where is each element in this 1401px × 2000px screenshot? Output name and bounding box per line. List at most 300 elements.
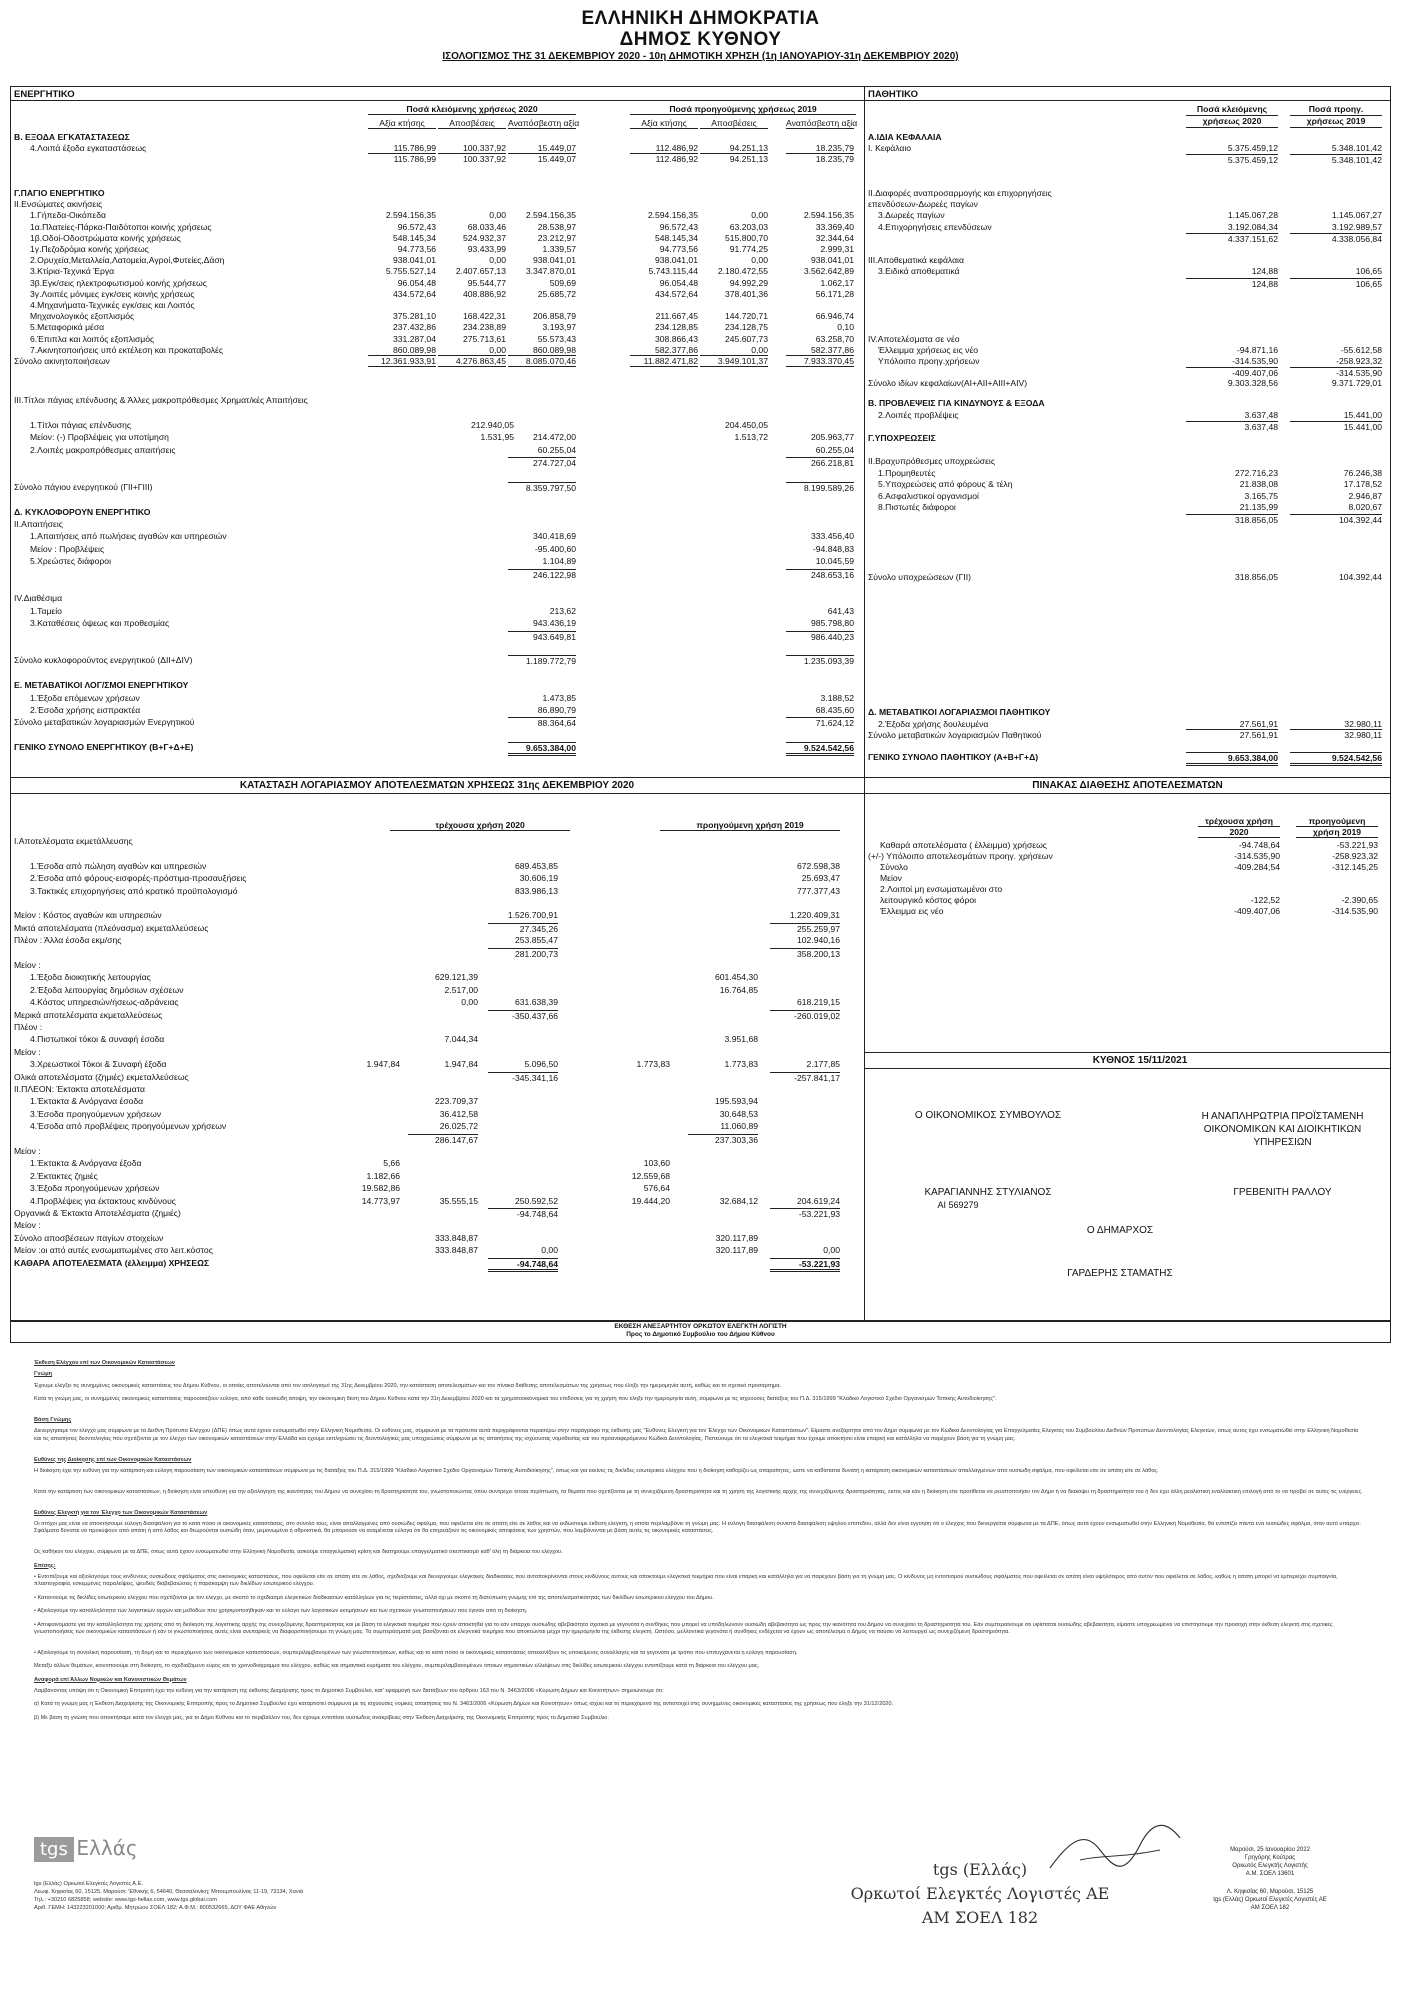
liab-row-label: 3.Ειδικά αποθεματικά [878, 266, 960, 277]
firm-details [34, 1880, 554, 1912]
assets-fin-value: 213,62 [549, 605, 576, 616]
assets-row-value: 3.562.642,89 [803, 266, 854, 277]
liab-grand-label: ΓΕΝΙΚΟ ΣΥΝΟΛΟ ΠΑΘΗΤΙΚΟΥ (Α+Β+Γ+Δ) [868, 752, 1039, 762]
income-row-label: 1.Έσοδα από πώληση αγαθών και υπηρεσιών [30, 860, 207, 871]
liab-row-a: 4.337.151,62 [1186, 233, 1278, 244]
liab-trans-total-a: 27.561,91 [1239, 730, 1278, 740]
assets-row-label: 1α.Πλατείες-Πάρκα-Παιδότοποι κοινής χρήσεως [30, 221, 212, 232]
assets-fin-value: 205.963,77 [810, 432, 854, 443]
liab-row2-label: Β. ΠΡΟΒΛΕΨΕΙΣ ΓΙΑ ΚΙΝΔΥΝΟΥΣ & ΕΞΟΔΑ [868, 398, 1045, 408]
assets-row-value: 8.085.070,46 [508, 356, 576, 367]
income-row-value: 1.182,66 [366, 1170, 400, 1181]
assets-row-value: 115.786,99 [368, 143, 436, 154]
role-financial-advisor: Ο ΟΙΚΟΝΟΜΙΚΟΣ ΣΥΜΒΟΥΛΟΣ [914, 1110, 1062, 1121]
assets-row-value: 860.089,98 [508, 345, 576, 356]
income-row-label: 4.Προβλέψεις για έκτακτους κινδύνους [30, 1195, 176, 1206]
assets-row-value: 112.486,92 [655, 154, 698, 165]
income-row-value: 281.200,73 [488, 948, 558, 959]
assets-row-value: 68.033,46 [467, 221, 506, 232]
liab-col2-head [1290, 104, 1382, 128]
income-row-value: -257.841,17 [770, 1072, 840, 1083]
assets-fin-value: 60.255,04 [537, 444, 576, 455]
income-row-value: 2.517,00 [444, 984, 478, 995]
assets-fin-value: 88.364,64 [508, 717, 576, 728]
income-row-value: -94.748,64 [488, 1208, 558, 1219]
assets-fin-value: 1.513,72 [734, 432, 768, 443]
tgs-logo-text: Ελλάς [76, 1836, 138, 1860]
assets-fin-value: 246.122,98 [508, 569, 576, 580]
assets-row-value: 91.774,25 [729, 244, 768, 254]
assets-row-value: 434.572,64 [654, 288, 698, 299]
assets-row-value: 548.145,34 [392, 232, 436, 243]
liab-row-b: 5.348.101,42 [1331, 143, 1382, 154]
assets-fin-value: 266.218,81 [786, 457, 854, 468]
assets-row-value: 515.800,70 [724, 232, 768, 243]
audit-title-2: Προς το Δημοτικό Συμβούλιο του Δήμου Κύθνου [626, 1331, 775, 1338]
assets-row-value: 2.407.657,13 [455, 266, 506, 277]
assets-row-value: 66.946,74 [815, 311, 854, 322]
auditor-title: Ορκωτός Ελεγκτής Λογιστής [1232, 1863, 1308, 1869]
assets-row-value: 1.339,57 [542, 244, 576, 254]
income-row-value: 358.200,13 [770, 948, 840, 959]
income-row-label: 4.Έσοδα από προβλέψεις προηγούμενων χρήσεων [30, 1121, 227, 1132]
income-row-value: 195.593,94 [714, 1096, 758, 1107]
assets-row-label: ΙΙ.Ενσώματες ακινήσεις [14, 199, 103, 210]
liab-row-label: Α.ΙΔΙΑ ΚΕΦΑΛΑΙΑ [868, 132, 942, 142]
tgs-logo-mark: tgs [34, 1837, 74, 1862]
income-row-label: Σύνολο αποσβέσεων παγίων στοιχείων [14, 1232, 164, 1243]
liab-row-b: 1.145.067,27 [1331, 210, 1382, 221]
audit-paragraph: β) Με βάση τη γνώση που αποκτήσαμε κατά τον έλεγχό μας, για το Δήμο Κύθνου και το περιβάλλον του, δεν έχουμε εντοπίσει ουσιώδεις ανακρίβειες στην Έκθεση Διαχείρισης της Οικονομικής Επιτροπής προς το Δημοτικό Συμβούλιο. [34, 1714, 609, 1721]
income-row-value: 204.619,24 [796, 1195, 840, 1206]
income-row-label: Μείον :οι από αυτές ενσωματωμένες στο λειτ.κόστος [14, 1245, 213, 1256]
assets-fin-value: 1.189.772,79 [508, 655, 576, 666]
income-row-label: 3.Χρεωστικοί Τόκοι & Συναφή έξοδα [30, 1059, 167, 1070]
income-col-previous: προηγούμενη χρήση 2019 [660, 820, 840, 831]
liab-row-label: IV.Αποτελέσματα σε νέο [868, 333, 960, 344]
liab-row-a: -94.871,16 [1236, 344, 1278, 355]
dist-row-label: (+/-) Υπόλοιπο αποτελεσμάτων προηγ. χρήσεων [868, 851, 1053, 861]
assets-row-label: 1.Γήπεδα-Οικόπεδα [30, 210, 107, 221]
assets-row-value: 524.932,37 [462, 232, 506, 243]
assets-fin-value: 943.436,19 [532, 618, 576, 629]
municipality-title: ΔΗΜΟΣ ΚΥΘΝΟΥ [619, 29, 782, 50]
income-head-rule [10, 793, 1391, 794]
assets-fin-value: 10.045,59 [815, 556, 854, 567]
firm-address: Λεωφ. Κηφισίας 60, 15125, Μαρούσι; 'Εθνικής 6, 54640, Θεσσαλονίκη; Μπουμπουλίνας 11-19, 73134, Χανιά [34, 1889, 304, 1895]
liab-row-label: Σύνολο ιδίων κεφαλαίων(ΑΙ+ΑΙΙ+ΑΙΙΙ+ΑΙV) [868, 378, 1028, 389]
income-row-value: 1.773,83 [636, 1059, 670, 1070]
assets-row-value: 234.128,85 [654, 322, 698, 333]
dist-row-a: -314.535,90 [1234, 851, 1280, 861]
dist-row-b: -312.145,25 [1332, 862, 1378, 872]
liab-row2-label: 8.Πιστωτές διάφοροι [878, 502, 956, 513]
assets-row-value: 1.062,17 [820, 277, 854, 288]
assets-row-value: 211.667,45 [655, 311, 698, 322]
income-row-label: Μερικά αποτελέσματα εκμεταλλεύσεως [14, 1009, 163, 1020]
dist-row-b: -2.390,65 [1341, 895, 1378, 905]
assets-row-value: 18.235,79 [815, 154, 854, 165]
assets-row-value: 5.743.115,44 [648, 266, 698, 277]
liab-trans-row-b: 32.980,11 [1290, 719, 1382, 730]
assets-fin-label: 5.Χρεώστες διάφοροι [30, 556, 111, 567]
assets-col-head: Αποσβέσεις [438, 118, 506, 129]
assets-row-value: 434.572,64 [392, 288, 436, 299]
audit-paragraph: • Αποφαινόμαστε για την καταλληλότητα της χρήσης από τη διοίκηση της λογιστικής αρχής της συνεχιζόμενης δραστηριότητας και με βάση τα ελεγκτικά τεκμήρια που έχουν αποκτηθεί για το εάν υπάρχει ουσιώδης αβεβαιότητα σχετικά με γεγονότα ή συνθήκες που μπορεί να υποδηλώνουν ουσιώδη αβεβαιότητα ως προς την ικανότητα του Δήμου να συνεχίσει τη δραστηριότητά του. Εάν συμπεραίνουμε ότι υφίσταται ουσιώδης αβεβαιότητα, είμαστε υποχρεωμένοι να επιστήσουμε την προσοχή στην έκθεση ελεγκτή στις σχετικές γνωστοποιήσεις των οικονομικών καταστάσεων ή εάν οι γνωστοποιήσεις αυτές είναι ανεπαρκείς να διαφοροποιήσουμε τη γνώμη μας. Τα συμπεράσματά μας βασίζονται σε ελεγκτικά τεκμήρια που αποκτώνται μέχρι την ημερομηνία της έκθεσης ελεγκτή. Ωστόσο, μελλοντικά γεγονότα ή συνθήκες ενδέχεται να έχουν ως αποτέλεσμα ο Δήμος να παύσει να λειτουργεί ως συνεχιζόμενη δραστηριότητα. [34, 1621, 1333, 1635]
liab-row2-b: 8.020,67 [1348, 502, 1382, 513]
liab-row-a: 124,88 [1186, 278, 1278, 289]
liab-trans-total-b: 32.980,11 [1344, 730, 1382, 740]
audit-title-box [10, 1321, 1391, 1343]
liab-col2-line1: Ποσά προηγ. [1290, 104, 1382, 116]
assets-row-value: 582.377,86 [630, 345, 698, 356]
role-deputy-head-2: ΟΙΚΟΝΟΜΙΚΩΝ ΚΑΙ ΔΙΟΙΚΗΤΙΚΩΝ [1203, 1124, 1362, 1135]
liab-row-label: Ι. Κεφάλαιο [868, 143, 912, 154]
income-row-value: 237.303,36 [688, 1134, 758, 1145]
liab-col2-line2: χρήσεως 2019 [1290, 116, 1382, 128]
income-row-value: 7.044,34 [444, 1034, 478, 1045]
assets-row-value: 234.238,89 [462, 322, 506, 333]
auditor-details [1170, 1846, 1370, 1912]
sig-rule [864, 1052, 1391, 1053]
liab-row-b: 9.371.729,01 [1331, 378, 1382, 389]
sig-rule-2 [864, 1068, 1391, 1069]
audit-paragraph: Μεταξύ άλλων θεμάτων, κοινοποιούμε στη διοίκηση, το σχεδιαζόμενο εύρος και το χρονοδιάγραμμα του ελέγχου, καθώς και σημαντικά ευρήματα του ελέγχου, συμπεριλαμβανομένων όποιων σημαντικών ελλείψεων στις δικλίδες εσωτερικού ελέγχου εντοπίζουμε κατά τη διάρκεια του ελέγχου μας. [34, 1663, 760, 1670]
dist-col2-line1: προηγούμενη [1296, 816, 1378, 827]
liab-row2-a: 21.838,08 [1239, 479, 1278, 490]
dist-row-a: -409.407,06 [1234, 906, 1280, 916]
income-row-value: 576,64 [643, 1183, 670, 1194]
income-row-value: 27.345,26 [488, 923, 558, 934]
assets-fin-value: 60.255,04 [815, 444, 854, 455]
assets-row-value: 63.258,70 [815, 333, 854, 344]
assets-col-head: Αποσβέσεις [700, 118, 768, 129]
income-row-value: 5.096,50 [524, 1059, 558, 1070]
name-mayor: ΓΑΡΔΕΡΗΣ ΣΤΑΜΑΤΗΣ [1067, 1268, 1173, 1279]
income-row-label: Πλέον : Άλλα έσοδα εκμ/σης [14, 935, 122, 946]
income-row-label: 4.Κόστος υπηρεσιών/ήσεως-αδράνειας [30, 997, 179, 1008]
assets-row-value: 2.594.156,35 [385, 210, 436, 221]
income-row-value: -350.437,66 [488, 1010, 558, 1021]
assets-fin-value: 8.199.589,26 [786, 482, 854, 493]
assets-row-value: 100.337,92 [438, 143, 506, 154]
assets-row-value: 55.573,43 [537, 333, 576, 344]
assets-row-value: 23.212,97 [537, 232, 576, 243]
assets-row-value: 408.886,92 [462, 288, 506, 299]
assets-row-value: 237.432,86 [392, 322, 436, 333]
audit-paragraph: • Εντοπίζουμε και αξιολογούμε τους κινδύνους ουσιώδους σφάλματος στις οικονομικές καταστάσεις, που οφείλεται είτε σε απάτη είτε σε λάθος, σχεδιάζουμε και διενεργούμε ελεγκτικές διαδικασίες που ανταποκρίνονται στους κινδύνους αυτούς και αποκτούμε ελεγκτικά τεκμήρια που είναι επαρκή και κατάλληλα για να παρέχουν βάση για τη γνώμη μας. Ο κίνδυνος μη εντοπισμού ουσιώδους σφάλματος που οφείλεται σε απάτη είναι υψηλότερος από αυτόν που οφείλεται σε λάθος, καθώς η απάτη μπορεί να εμπεριέχει συμπαιγνία, πλαστογραφία, εσκεμμένες παραλείψεις, ψευδείς διαβεβαιώσεις ή παράκαμψη των δικλίδων εσωτερικού ελέγχου. [34, 1574, 1338, 1588]
assets-row-value: 63.203,03 [729, 221, 768, 232]
audit-title-1: ΕΚΘΕΣΗ ΑΝΕΞΑΡΤΗΤΟΥ ΟΡΚΩΤΟΥ ΕΛΕΓΚΤΗ ΛΟΓΙΣΤΗ [614, 1323, 787, 1330]
assets-row-value: 860.089,98 [368, 345, 436, 356]
assets-fin-label: 2.Λοιπές μακροπρόθεσμες απαιτήσεις [30, 444, 176, 455]
assets-row-value: 18.235,79 [786, 143, 854, 154]
income-heading: ΚΑΤΑΣΤΑΣΗ ΛΟΓΑΡΙΑΣΜΟΥ ΑΠΟΤΕΛΕΣΜΑΤΩΝ ΧΡΗΣΕΩΣ 31ης ΔΕΚΕΜΒΡΙΟΥ 2020 [239, 780, 635, 791]
distribution-heading: ΠΙΝΑΚΑΣ ΔΙΑΘΕΣΗΣ ΑΠΟΤΕΛΕΣΜΑΤΩΝ [1032, 780, 1223, 791]
stamp-line-2: Ορκωτοί Ελεγκτές Λογιστές ΑΕ [850, 1884, 1110, 1903]
auditor-reg: Α.Μ. ΣΟΕΛ 13601 [1245, 1871, 1295, 1877]
assets-fin-label: Σύνολο πάγιου ενεργητικού (ΓΙΙ+ΓΙΙΙ) [14, 481, 153, 492]
liab-row-b: 5.348.101,42 [1290, 154, 1382, 165]
name-deputy-head: ΓΡΕΒΕΝΙΤΗ ΡΑΛΛΟΥ [1233, 1187, 1332, 1198]
income-row-value: 253.855,47 [514, 935, 558, 946]
assets-row-label: 4.Μηχανήματα-Τεχνικές εγκ/σεις και Λοιπός [30, 300, 195, 310]
income-row-value: 629.121,39 [434, 972, 478, 983]
assets-row-label: 3β.Εγκ/σεις ηλεκτροφωτισμού κοινής χρήσεως [30, 277, 207, 288]
liab-row-label: 3.Δωρεές παγίων [878, 210, 945, 221]
liab-row2-a: 3.165,75 [1244, 490, 1278, 501]
income-row-value: 333.848,87 [434, 1232, 478, 1243]
income-row-value: 19.444,20 [631, 1195, 670, 1206]
audit-paragraph: α) Κατά τη γνώμη μας η Έκθεση Διαχείρισης της Οικονομικής Επιτροπής προς το Δημοτικό Συμβούλιο έχει καταρτιστεί σύμφωνα με τις ισχύουσες νομικές απαιτήσεις του Ν. 3463/2006 «Κύρωση Δήμων και Κοινοτήτων» όπως ισχύει και το περιεχόμενό της αντιστοιχεί στις συνημμένες οικονομικές καταστάσεις της χρήσεως που έληξε την 31/12/2020. [34, 1701, 894, 1708]
audit-paragraph: • Κατανοούμε τις δικλίδες εσωτερικού ελέγχου που σχετίζονται με τον έλεγχο, με σκοπό το σχεδιασμό ελεγκτικών διαδικασιών κατάλληλων για τις περιστάσεις, αλλά όχι με σκοπό τη διατύπωση γνώμης επί της αποτελεσματικότητας των δικλίδων εσωτερικού ελέγχου του Δήμου. [34, 1594, 714, 1601]
liab-row-b: 4.338.056,84 [1290, 233, 1382, 244]
assets-row-value: 2.594.156,35 [803, 210, 854, 221]
income-row-value: 103,60 [643, 1158, 670, 1169]
assets-row-value: 938.041,01 [654, 255, 698, 266]
liab-row2-label: Σύνολο υποχρεώσεων (ΓΙΙ) [868, 572, 972, 582]
audit-paragraph: Επίσης: [34, 1562, 56, 1569]
income-row-value: 333.848,87 [434, 1245, 478, 1256]
auditor-addr: Λ. Κηφισίας 60, Μαρούσι, 15125 [1226, 1889, 1314, 1895]
assets-col-head: Αξία κτήσης [630, 118, 698, 129]
id-financial-advisor: ΑΙ 569279 [937, 1200, 979, 1210]
assets-row-value: 32.344,64 [815, 232, 854, 243]
assets-row-value: 144.720,71 [724, 311, 768, 322]
assets-fin-label: 1.Τίτλοι πάγιας επένδυσης [30, 419, 132, 430]
income-row-label: 3.Τακτικές επιχορηγήσεις από κρατικό προϋπολογισμό [30, 885, 238, 896]
dist-col2-head [1296, 816, 1378, 838]
audit-paragraph: Έχουμε ελέγξει τις συνημμένες οικονομικές καταστάσεις του Δήμου Κύθνου, οι οποίες αποτελούνται από τον ισολογισμό της 31ης Δεκεμβρίου 2020, την κατάσταση αποτελεσμάτων και τον πίνακα διάθεσης αποτελεσμάτων της χρήσεως που έληξε την ημερομηνία αυτή, καθώς και το σχετικό προσάρτημα. [34, 1382, 782, 1389]
liab-row2-a: 318.856,05 [1186, 514, 1278, 525]
assets-col-head: Αναπόσβεστη αξία [508, 118, 580, 128]
assets-row-value: 938.041,01 [532, 255, 576, 266]
income-row-value: 320.117,89 [715, 1245, 758, 1256]
assets-col-head: Αξία κτήσης [368, 118, 436, 129]
liab-col1-line1: Ποσά κλειόμενης [1186, 104, 1278, 116]
assets-row-value: 94.992,29 [729, 277, 768, 288]
income-row-value: 777.377,43 [796, 885, 840, 896]
assets-row-value: 28.538,97 [537, 221, 576, 232]
liab-row2-a: 3.637,48 [1244, 409, 1278, 420]
income-row-label: Ολικά αποτελέσματα (ζημιές) εκμεταλλεύσεως [14, 1071, 189, 1082]
income-row-label: 1.Έκτακτα & Ανόργανα έσοδα [30, 1096, 144, 1107]
audit-paragraph: • Αξιολογούμε τη συνολική παρουσίαση, τη δομή και το περιεχόμενο των οικονομικών καταστάσεων, συμπεριλαμβανομένων των γνωστοποιήσεων, καθώς και το κατά πόσο οι οικονομικές καταστάσεις απεικονίζουν τις υποκείμενες συναλλαγές και τα γεγονότα με τρόπο που επιτυγχάνεται η εύλογη παρουσίαση. [34, 1649, 798, 1656]
assets-row-value: 115.786,99 [393, 154, 436, 165]
assets-row-value: 0,00 [438, 345, 506, 356]
assets-fin-value: -95.400,60 [534, 543, 576, 554]
income-row-value: 618.219,15 [796, 997, 840, 1008]
assets-row-value: 96.054,48 [397, 277, 436, 288]
income-row-label: 2.Έσοδα από φόρους-εισφορές-πρόστιμα-προσαυξήσεις [30, 873, 247, 884]
assets-row-value: 94.251,13 [729, 154, 768, 165]
assets-row-value: 245.607,73 [724, 333, 768, 344]
audit-paragraph: Η διοίκηση έχει την ευθύνη για την κατάρτιση και εύλογη παρουσίαση των οικονομικών καταστάσεων σύμφωνα με τις διατάξεις του Π.Δ. 315/1999 "Κλαδικό Λογιστικό Σχέδιο Οργανισμών Τοπικής Αυτοδιοίκησης", όπως και για εκείνες τις δικλίδες εσωτερικού ελέγχου που η διοίκηση καθορίζει ως απαραίτητες, ώστε να καθίσταται δυνατή η κατάρτιση οικονομικών καταστάσεων απαλλαγμένων από ουσιώδη σφάλμα, που οφείλεται είτε σε απάτη είτε σε λάθος. [34, 1468, 1159, 1474]
assets-fin-value: 8.359.797,50 [508, 482, 576, 493]
liab-row-b: 106,65 [1290, 278, 1382, 289]
assets-row-value: 33.369,40 [815, 221, 854, 232]
assets-row-value: 5.755.527,14 [385, 266, 436, 277]
assets-row-value: 7.933.370,45 [786, 356, 854, 367]
assets-row-value: 0,00 [700, 345, 768, 356]
assets-row-value: 375.281,10 [392, 311, 436, 322]
income-row-label: ΙΙ.ΠΛΕΟΝ: Έκτακτα αποτελέσματα [14, 1084, 145, 1094]
assets-row-value: 96.054,48 [659, 277, 698, 288]
auditor-name: Γρηγόρης Κούτρας [1244, 1855, 1296, 1861]
assets-row-value: 0,00 [751, 255, 768, 266]
stamp-line-3: ΑΜ ΣΟΕΛ 182 [921, 1908, 1039, 1927]
assets-row-value: 2.594.156,35 [525, 210, 576, 221]
assets-row-value: 2.999,31 [820, 244, 854, 254]
liab-col1-head [1186, 104, 1278, 128]
assets-row-value: 94.251,13 [700, 143, 768, 154]
income-row-value: 11.060,89 [720, 1121, 758, 1132]
assets-col-head: Αναπόσβεστη αξία [786, 118, 858, 128]
assets-row-label: 1β.Οδοί-Οδοστρώματα κοινής χρήσεως [30, 232, 181, 243]
assets-row-label: 4.Λοιπά έξοδα εγκαταστάσεως [30, 143, 147, 154]
assets-fin-value: 248.653,16 [786, 569, 854, 580]
income-row-value: 30.606,19 [519, 873, 558, 884]
audit-paragraph: Κατά τη γνώμη μας, οι συνημμένες οικονομικές καταστάσεις παρουσιάζουν εύλογα, από κάθε ουσιώδη άποψη, την οικονομική θέση του Δήμου Κύθνου κατά την 31η Δεκεμβρίου 2020 και τα χρηματοοικονομικά του επιδόσεις για τη χρήση που έληξε την ημερομηνία αυτή, σύμφωνα με τις ισχύουσες διατάξεις του Π.Δ. 315/1999 "Κλαδικό Λογιστικό Σχέδιο Οργανισμών Τοπικής Αυτοδιοίκησης". [34, 1396, 997, 1403]
assets-row-label: Μηχανολογικός εξοπλισμός [30, 311, 135, 322]
assets-fin-value: 340.418,69 [532, 531, 576, 542]
income-row-value: 1.947,84 [366, 1059, 400, 1070]
liab-row2-b: 76.246,38 [1343, 467, 1382, 478]
dist-row-b: -258.923,32 [1332, 851, 1378, 861]
income-row-value: 833.986,13 [514, 885, 558, 896]
assets-fin-value: 214.472,00 [532, 432, 576, 443]
audit-paragraph: • Αξιολογούμε την καταλληλότητα των λογιστικών αρχών και μεθόδων που χρησιμοποιήθηκαν και το εύλογο των λογιστικών εκτιμήσεων και των σχετικών γνωστοποιήσεων που έγιναν από τη διοίκηση. [34, 1608, 528, 1615]
income-row-label: Μείον : [14, 1220, 41, 1231]
audit-paragraph: Ευθύνες της Διοίκησης επί των Οικονομικών Καταστάσεων [34, 1456, 192, 1463]
assets-fin-label: ΙΙΙ.Τίτλοι πάγιας επένδυσης & Άλλες μακροπρόθεσμες Χρηματ/κές Απαιτήσεις [14, 395, 308, 405]
assets-fin-label: 1.Έξοδα επόμενων χρήσεων [30, 692, 140, 703]
liab-row-b: 106,65 [1355, 266, 1382, 277]
assets-fin-label: Μείον: (-) Προβλέψεις για υποτίμηση [30, 432, 169, 443]
assets-row-label: 3γ.Λοιπές μόνιμες εγκ/σεις κοινής χρήσεως [30, 288, 195, 299]
liab-row-label: ΙΙ.Διαφορές αναπροσαρμογής και επιχορηγήσεις [868, 188, 1052, 198]
liab-row-a: 5.375.459,12 [1186, 154, 1278, 165]
liab-row2-a: 3.637,48 [1186, 421, 1278, 432]
liab-row2-label: 2.Λοιπές προβλέψεις [878, 409, 959, 420]
income-row-value: 631.638,39 [514, 997, 558, 1008]
liab-row2-b: 104.392,44 [1290, 514, 1382, 525]
income-row-value: 35.555,15 [439, 1195, 478, 1206]
income-row-value: 689.453,85 [514, 860, 558, 871]
assets-row-value: 95.544,77 [467, 277, 506, 288]
assets-row-value: 11.882.471,82 [630, 356, 698, 367]
assets-fin-value: 1.235.093,39 [786, 655, 854, 666]
assets-row-label: 1γ.Πεζοδρόμια κοινής χρήσεως [30, 244, 149, 254]
income-row-label: Πλέον : [14, 1022, 43, 1032]
assets-row-value: 3.193,97 [542, 322, 576, 333]
income-row-value: -53.221,93 [770, 1258, 840, 1272]
liab-row2-label: 6.Ασφαλιστικοί οργανισμοί [878, 490, 979, 501]
assets-fin-value: 943.649,81 [508, 631, 576, 642]
stamp-line-1: tgs (Ελλάς) [932, 1860, 1028, 1879]
liab-row2-label: ΙΙ.Βραχυπρόθεσμες υποχρεώσεις [868, 456, 995, 466]
liab-row2-b: 15.441,00 [1290, 421, 1382, 432]
assets-fin-label: 2.Έσοδα χρήσης εισπρακτέα [30, 705, 141, 715]
assets-row-value: 93.433,99 [467, 244, 506, 254]
assets-row-value: 3.347.870,01 [525, 266, 576, 277]
assets-fin-label: 3.Καταθέσεις όψεως και προθεσμίας [30, 618, 170, 629]
assets-heading: ΕΝΕΡΓΗΤΙΚΟ [14, 89, 75, 100]
dist-col1-line1: τρέχουσα χρήση [1198, 816, 1280, 827]
dist-col1-line2: 2020 [1198, 827, 1280, 838]
heading-rule [10, 100, 1391, 101]
document-header [0, 8, 1401, 64]
income-row-value: 32.684,12 [719, 1195, 758, 1206]
income-row-label: 3.Έσοδα προηγούμενων χρήσεων [30, 1108, 162, 1119]
assets-row-value: 0,00 [751, 210, 768, 221]
assets-fin-value: 3.188,52 [820, 692, 854, 703]
assets-row-value: 0,00 [489, 210, 506, 221]
role-mayor: Ο ΔΗΜΑΡΧΟΣ [1086, 1225, 1154, 1236]
assets-row-label: Β. ΕΞΟΔΑ ΕΓΚΑΤΑΣΤΑΣΕΩΣ [14, 132, 130, 142]
liab-row2-b: 2.946,87 [1348, 490, 1382, 501]
liab-row2-a: 272.716,23 [1234, 467, 1278, 478]
income-row-value: 320.117,89 [715, 1232, 758, 1243]
liab-row2-label: 5.Υποχρεώσεις από φόρους & τέλη [878, 479, 1013, 490]
audit-paragraph: Διενεργήσαμε τον έλεγχό μας σύμφωνα με τα Διεθνή Πρότυπα Ελέγχου (ΔΠΕ) όπως αυτά έχουν ενσωματωθεί στην Ελληνική Νομοθεσία. Οι ευθύνες μας, σύμφωνα με τα πρότυπα αυτά περιγράφονται περαιτέρω στην παράγραφο της έκθεσής μας "Ευθύνες Ελεγκτή για τον Έλεγχο των Οικονομικών Καταστάσεων". Είμαστε ανεξάρτητοι από τον Δήμο σύμφωνα με τον Κώδικα Δεοντολογίας για Επαγγελματίες Ελεγκτές του Συμβουλίου Διεθνών Προτύπων Δεοντολογίας Ελεγκτών, όπως αυτός έχει ενσωματωθεί στην Ελληνική Νομοθεσία και τις απαιτήσεις δεοντολογίας που σχετίζονται με τον έλεγχο των οικονομικών καταστάσεων στην Ελλάδα και έχουμε εκπληρώσει τις δεοντολογικές μας υποχρεώσεις σύμφωνα με τις απαιτήσεις της ισχύουσας νομοθεσίας και του προαναφερόμενου Κώδικα Δεοντολογίας. Πιστεύουμε ότι τα ελεγκτικά τεκμήρια που έχουμε αποκτήσει είναι επαρκή και κατάλληλα να παρέχουν βάση για τη γνώμη μας. [34, 1428, 1359, 1442]
assets-fin-value: 86.890,79 [537, 705, 576, 715]
dist-row-a: -122,52 [1250, 895, 1280, 905]
assets-row-value: 0,10 [837, 322, 854, 333]
assets-fin-value: 985.798,80 [810, 618, 854, 629]
income-row-value: 3.951,68 [724, 1034, 758, 1045]
assets-fin-value: 641,43 [827, 605, 854, 616]
income-row-value: 250.592,52 [514, 1195, 558, 1206]
assets-row-value: 94.773,56 [659, 244, 698, 254]
firm-registry: Αριθ. ΓΕΜΗ: 143223201000; Αριθμ. Μητρώου ΣΟΕΛ:182; Α.Φ.Μ.: 800532665, ΔΟΥ ΦΑΕ Αθηνών [34, 1905, 277, 1911]
assets-row-value: 15.449,07 [537, 154, 576, 165]
liab-trans-total-label: Σύνολο μεταβατικών λογαριασμών Παθητικού [868, 730, 1042, 740]
liab-row-a: -314.535,90 [1232, 356, 1278, 366]
assets-row-value: 112.486,92 [630, 143, 698, 154]
assets-row-value: 331.287,04 [392, 333, 436, 344]
audit-paragraph: Βάση Γνώμης [34, 1417, 72, 1423]
assets-row-label: Σύνολο ακινητοποιήσεων [14, 356, 110, 366]
liab-col1-line2: χρήσεως 2020 [1186, 116, 1278, 128]
assets-fin-value: 9.653.384,00 [508, 742, 576, 756]
dist-row-b: -53.221,93 [1336, 840, 1378, 850]
income-row-value: 672.598,38 [796, 860, 840, 871]
income-row-value: 30.648,53 [719, 1108, 758, 1119]
name-financial-advisor: ΚΑΡΑΓΙΑΝΝΗΣ ΣΤΥΛΙΑΝΟΣ [924, 1187, 1052, 1198]
dist-row-label: Μείον [880, 873, 902, 883]
liab-row2-label: Γ.ΥΠΟΧΡΕΩΣΕΙΣ [868, 432, 936, 443]
income-row-value: 12.559,68 [631, 1170, 670, 1181]
audit-paragraph: Κατά την κατάρτιση των οικονομικών καταστάσεων, η διοίκηση είναι υπεύθυνη για την αξιολόγηση της ικανότητας του Δήμου να συνεχίσει τη δραστηριότητά του, γνωστοποιώντας όπου συντρέχει τέτοια περίπτωση, τα θέματα που σχετίζονται με τη συνεχιζόμενη δραστηριότητα και τη χρήση της λογιστικής αρχής της συνεχιζόμενης δραστηριότητας, εκτός και εάν η διοίκηση είτε προτίθεται να ρευστοποιήσει τον Δήμο ή να διακόψει τη δραστηριότητά του ή δεν έχει άλλη ρεαλιστική εναλλακτική επιλογή από το να προβεί σε αυτές τις ενέργειες. [34, 1488, 1363, 1495]
assets-fin-value: 71.624,12 [786, 717, 854, 728]
assets-fin-value: 274.727,04 [508, 457, 576, 468]
assets-row-value: 4.276.863,45 [438, 356, 506, 367]
assets-row-value: 582.377,86 [786, 345, 854, 356]
income-row-label: 2.Έξοδα λειτουργίας δημόσιων σχέσεων [30, 984, 184, 995]
assets-fin-label: Μείον : Προβλέψεις [30, 543, 105, 554]
dist-row-label: Καθαρά αποτελέσματα ( έλλειμμα) χρήσεως [880, 840, 1047, 850]
income-row-value: -345.341,16 [488, 1072, 558, 1083]
assets-group-previous: Ποσά προηγούμενης χρήσεως 2019 [630, 104, 856, 115]
assets-row-value: 378.401,36 [724, 288, 768, 299]
assets-fin-label: ΓΕΝΙΚΟ ΣΥΝΟΛΟ ΕΝΕΡΓΗΤΙΚΟΥ (Β+Γ+Δ+Ε) [14, 742, 194, 753]
assets-row-value: 15.449,07 [508, 143, 576, 154]
assets-fin-value: -94.848,83 [812, 543, 854, 554]
liab-row-b: -258.923,32 [1336, 356, 1382, 366]
assets-fin-value: 1.104,89 [542, 556, 576, 567]
income-row-value: -53.221,93 [770, 1208, 840, 1219]
